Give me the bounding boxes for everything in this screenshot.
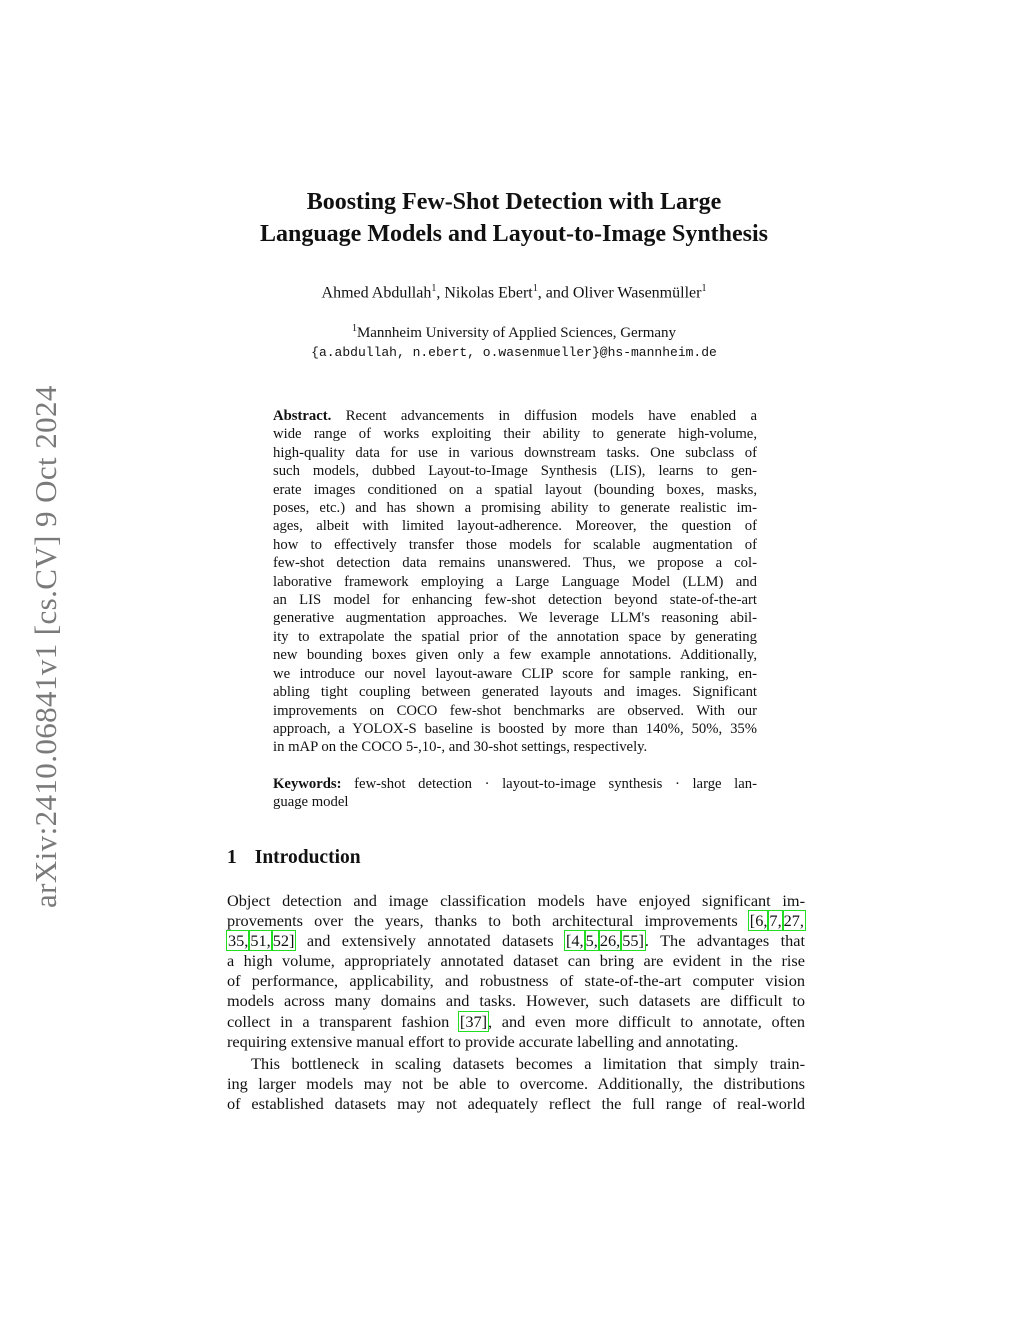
affiliation-marker: 1 [701,283,707,294]
title-line-1: Boosting Few-Shot Detection with Large [306,189,722,215]
abstract-line: how to effectively transfer those models for scalable augmentation of [273,536,757,553]
citation-link[interactable]: 52] [272,931,295,951]
body-text: and extensively annotated datasets [295,931,565,951]
body-line: ing larger models may not be able to overcome. Additionally, the distributions [227,1074,805,1094]
abstract-line [273,407,757,425]
body-line [227,1012,805,1032]
abstract [273,407,757,757]
abstract-line: ages, albeit with limited layout-adherence. Moreover, the question of [273,518,757,535]
keywords-line [273,775,757,793]
author-name: Oliver Wasenmüller [572,284,702,302]
abstract-line: ity to extrapolate the spatial prior of the annotation space by generating [273,628,757,645]
abstract-line: laborative framework employing a Large Language Model (LLM) and [273,573,757,590]
abstract-text: Recent advancements in diffusion models have enabled a [331,408,757,424]
body-line: a high volume, appropriately annotated dataset can bring are evident in the rise [227,951,805,971]
affiliation-block [180,319,848,363]
affiliation-marker: 1 [431,283,437,294]
author-name: Ahmed Abdullah [321,284,432,302]
citation-link[interactable]: [4, [566,931,584,951]
citation-link[interactable]: 5, [585,931,598,951]
abstract-line: poses, etc.) and has shown a promising ability to generate realistic im- [273,500,757,517]
citation-link[interactable]: 35, [228,931,249,951]
body-line: Object detection and image classification models have enjoyed significant im- [227,891,805,910]
abstract-line: high-quality data for use in various downstream tasks. One subclass of [273,444,757,461]
body-text: collect in a transparent fashion [227,1011,459,1031]
body-line: requiring extensive manual effort to provide accurate labelling and annotating. [227,1031,739,1051]
abstract-line: an LIS model for enhancing few-shot detection beyond state-of-the-art [273,592,757,609]
abstract-line: new bounding boxes given only a few example annotations. Additionally, [273,647,757,664]
author-separator: , and [537,284,573,302]
abstract-line: in mAP on the COCO 5-,10-, and 30-shot settings, respectively. [273,739,648,756]
author-emails: {a.abdullah, n.ebert, o.wasenmueller}@hs-mannheim.de [311,345,717,360]
author-name: Nikolas Ebert [444,284,533,302]
abstract-line: generative augmentation approaches. We leverage LLM's reasoning abil- [273,610,757,627]
keywords [273,775,757,812]
body-text: . The advantages that [644,931,805,951]
body-line [227,931,805,951]
affiliation-marker: 1 [532,283,538,294]
citation-link[interactable]: 7, [769,911,782,931]
section-heading [227,847,361,869]
arxiv-identifier: arXiv:2410.06841v1 [cs.CV] 9 Oct 2024 [28,385,63,909]
author-list [180,283,848,302]
abstract-line: such models, dubbed Layout-to-Image Synthesis (LIS), learns to gen- [273,463,757,480]
abstract-line: erate images conditioned on a spatial layout (bounding boxes, masks, [273,481,757,498]
abstract-line: few-shot detection data remains unanswered. Thus, we propose a col- [273,555,757,572]
citation-link[interactable]: 26, [599,931,621,951]
intro-paragraph-2 [227,1054,805,1114]
abstract-line: improvements on COCO few-shot benchmarks are observed. With our [273,702,757,719]
citation-link[interactable]: [37] [459,1011,488,1031]
section-number: 1 [227,847,237,868]
affiliation-line [352,325,676,341]
keywords-line: guage model [273,794,349,811]
abstract-line: abling tight coupling between generated layouts and images. Significant [273,684,757,701]
abstract-line: wide range of works exploiting their ability to generate high-volume, [273,426,757,443]
citation-link[interactable]: [6, [749,911,768,931]
citation-link[interactable]: 51, [250,931,271,951]
body-line: of performance, applicability, and robustness of state-of-the-art computer vision [227,971,805,991]
citation-link[interactable]: 27, [783,911,804,931]
abstract-label: Abstract. [273,408,332,424]
body-text: , and even more difficult to annotate, often [488,1011,805,1031]
body-text: provements over the years, thanks to both architectural improvements [227,911,749,931]
author-separator: , [436,284,445,302]
body-line [227,911,805,931]
affiliation-marker: 1 [351,323,357,334]
abstract-line: we introduce our novel layout-aware CLIP score for sample ranking, en- [273,665,757,682]
intro-paragraph-1 [227,891,805,1052]
abstract-line: approach, a YOLOX-S baseline is boosted by more than 140%, 50%, 35% [273,720,757,737]
affiliation-name: Mannheim University of Applied Sciences, Germany [356,325,677,341]
keywords-label: Keywords: [273,776,342,792]
citation-link[interactable]: 55] [622,931,644,951]
paper-title [180,186,848,250]
section-title: Introduction [254,847,361,868]
body-line: of established datasets may not adequately reflect the full range of real-world [227,1094,805,1114]
keywords-text: few-shot detection · layout-to-image synthesis · large lan- [341,776,757,792]
title-line-2: Language Models and Layout-to-Image Synthesis [259,221,769,247]
body-line: models across many domains and tasks. However, such datasets are difficult to [227,991,805,1011]
body-line: This bottleneck in scaling datasets becomes a limitation that simply train- [251,1054,805,1073]
